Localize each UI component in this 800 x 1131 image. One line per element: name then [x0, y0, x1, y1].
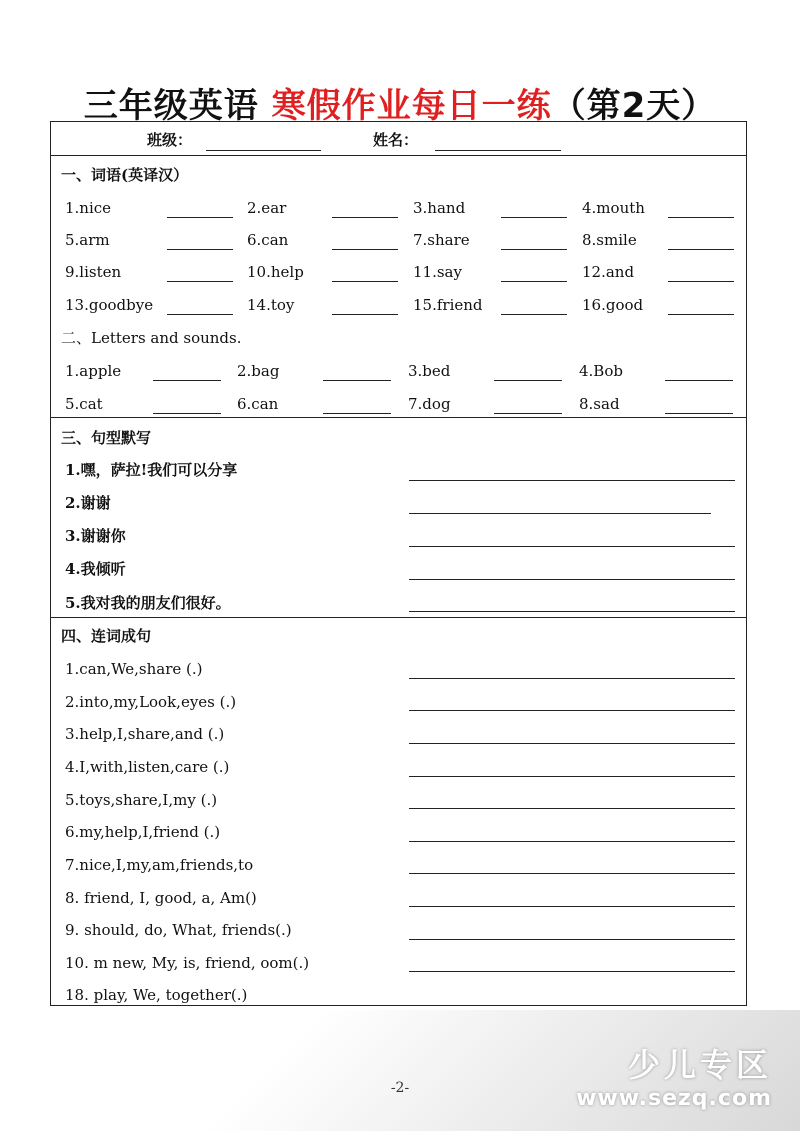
answer-line[interactable] — [409, 710, 735, 711]
letter-item: 4.Bob — [579, 362, 623, 380]
answer-line[interactable] — [409, 611, 735, 612]
section3-heading: 三、句型默写 — [61, 429, 152, 447]
word-order-item: 6.my,help,I,friend (.) — [65, 823, 221, 841]
watermark — [576, 1040, 772, 1111]
answer-line[interactable] — [409, 808, 735, 809]
vocab-item: 4.mouth — [582, 199, 645, 217]
section4-heading: 四、连词成句 — [61, 627, 152, 645]
vocab-item: 16.good — [582, 296, 644, 314]
answer-line[interactable] — [409, 743, 735, 744]
word-order-item: 18. play, We, together(.) — [65, 986, 248, 1004]
title-homework: 寒假作业每日一练 — [271, 86, 552, 126]
answer-blank[interactable] — [501, 281, 567, 282]
vocab-item: 9.listen — [65, 263, 122, 281]
vocab-item: 8.smile — [582, 231, 637, 249]
name-blank[interactable] — [435, 150, 561, 151]
answer-blank[interactable] — [501, 217, 567, 218]
divider-section2 — [51, 417, 746, 418]
vocab-item: 13.goodbye — [65, 296, 154, 314]
answer-blank[interactable] — [167, 249, 233, 250]
vocab-item: 15.friend — [413, 296, 483, 314]
title-day: （第2天） — [551, 86, 717, 126]
answer-line[interactable] — [409, 513, 711, 514]
answer-line[interactable] — [409, 939, 735, 940]
answer-line[interactable] — [409, 873, 735, 874]
page-title — [0, 78, 800, 127]
answer-blank[interactable] — [167, 217, 233, 218]
sentence-prompt: 5.我对我的朋友们很好。 — [65, 594, 231, 612]
answer-line[interactable] — [409, 971, 735, 972]
answer-blank[interactable] — [153, 380, 221, 381]
answer-blank[interactable] — [332, 217, 398, 218]
answer-blank[interactable] — [332, 249, 398, 250]
class-label: 班级： — [147, 131, 193, 149]
vocab-item: 5.arm — [65, 231, 110, 249]
answer-line[interactable] — [409, 678, 735, 679]
answer-blank[interactable] — [665, 413, 733, 414]
sentence-prompt: 4.我倾听 — [65, 560, 126, 578]
sentence-prompt: 1.嘿，萨拉!我们可以分享 — [65, 461, 238, 479]
watermark-url: www.sezq.com — [576, 1086, 772, 1111]
sentence-prompt: 2.谢谢 — [65, 494, 111, 512]
section2-heading: 二、Letters and sounds. — [61, 329, 242, 347]
section1-heading: 一、词语(英译汉） — [61, 166, 189, 184]
word-order-item: 9. should, do, What, friends(.) — [65, 921, 292, 939]
letter-item: 6.can — [237, 395, 279, 413]
answer-blank[interactable] — [332, 314, 398, 315]
answer-blank[interactable] — [494, 380, 562, 381]
word-order-item: 1.can,We,share (.) — [65, 660, 203, 678]
answer-blank[interactable] — [668, 314, 734, 315]
answer-blank[interactable] — [167, 314, 233, 315]
answer-line[interactable] — [409, 579, 735, 580]
answer-blank[interactable] — [501, 314, 567, 315]
answer-blank[interactable] — [668, 249, 734, 250]
answer-blank[interactable] — [501, 249, 567, 250]
answer-blank[interactable] — [323, 413, 391, 414]
word-order-item: 2.into,my,Look,eyes (.) — [65, 693, 237, 711]
vocab-item: 2.ear — [247, 199, 287, 217]
sentence-prompt: 3.谢谢你 — [65, 527, 126, 545]
answer-blank[interactable] — [323, 380, 391, 381]
vocab-item: 14.toy — [247, 296, 295, 314]
word-order-item: 7.nice,I,my,am,friends,to — [65, 856, 254, 874]
vocab-item: 10.help — [247, 263, 304, 281]
answer-blank[interactable] — [668, 217, 734, 218]
letter-item: 7.dog — [408, 395, 451, 413]
word-order-item: 10. m new, My, is, friend, oom(.) — [65, 954, 310, 972]
title-grade: 三年级英语 — [83, 86, 259, 126]
letter-item: 2.bag — [237, 362, 280, 380]
answer-blank[interactable] — [668, 281, 734, 282]
answer-line[interactable] — [409, 841, 735, 842]
answer-blank[interactable] — [153, 413, 221, 414]
letter-item: 5.cat — [65, 395, 103, 413]
watermark-title: 少儿专区 — [627, 1046, 772, 1084]
word-order-item: 4.I,with,listen,care (.) — [65, 758, 230, 776]
letter-item: 8.sad — [579, 395, 620, 413]
answer-line[interactable] — [409, 906, 735, 907]
vocab-item: 1.nice — [65, 199, 112, 217]
word-order-item: 5.toys,share,I,my (.) — [65, 791, 218, 809]
vocab-item: 3.hand — [413, 199, 466, 217]
name-label: 姓名： — [373, 131, 419, 149]
letter-item: 1.apple — [65, 362, 122, 380]
answer-line[interactable] — [409, 480, 735, 481]
answer-blank[interactable] — [665, 380, 733, 381]
vocab-item: 6.can — [247, 231, 289, 249]
vocab-item: 12.and — [582, 263, 635, 281]
page-number: -2- — [390, 1080, 410, 1096]
vocab-item: 11.say — [413, 263, 462, 281]
worksheet — [50, 121, 747, 1006]
answer-line[interactable] — [409, 546, 735, 547]
divider-section3 — [51, 617, 746, 618]
answer-blank[interactable] — [332, 281, 398, 282]
answer-blank[interactable] — [494, 413, 562, 414]
class-blank[interactable] — [206, 150, 321, 151]
vocab-item: 7.share — [413, 231, 470, 249]
divider-header — [51, 155, 746, 156]
word-order-item: 3.help,I,share,and (.) — [65, 725, 225, 743]
answer-blank[interactable] — [167, 281, 233, 282]
word-order-item: 8. friend, I, good, a, Am() — [65, 889, 257, 907]
letter-item: 3.bed — [408, 362, 451, 380]
answer-line[interactable] — [409, 776, 735, 777]
